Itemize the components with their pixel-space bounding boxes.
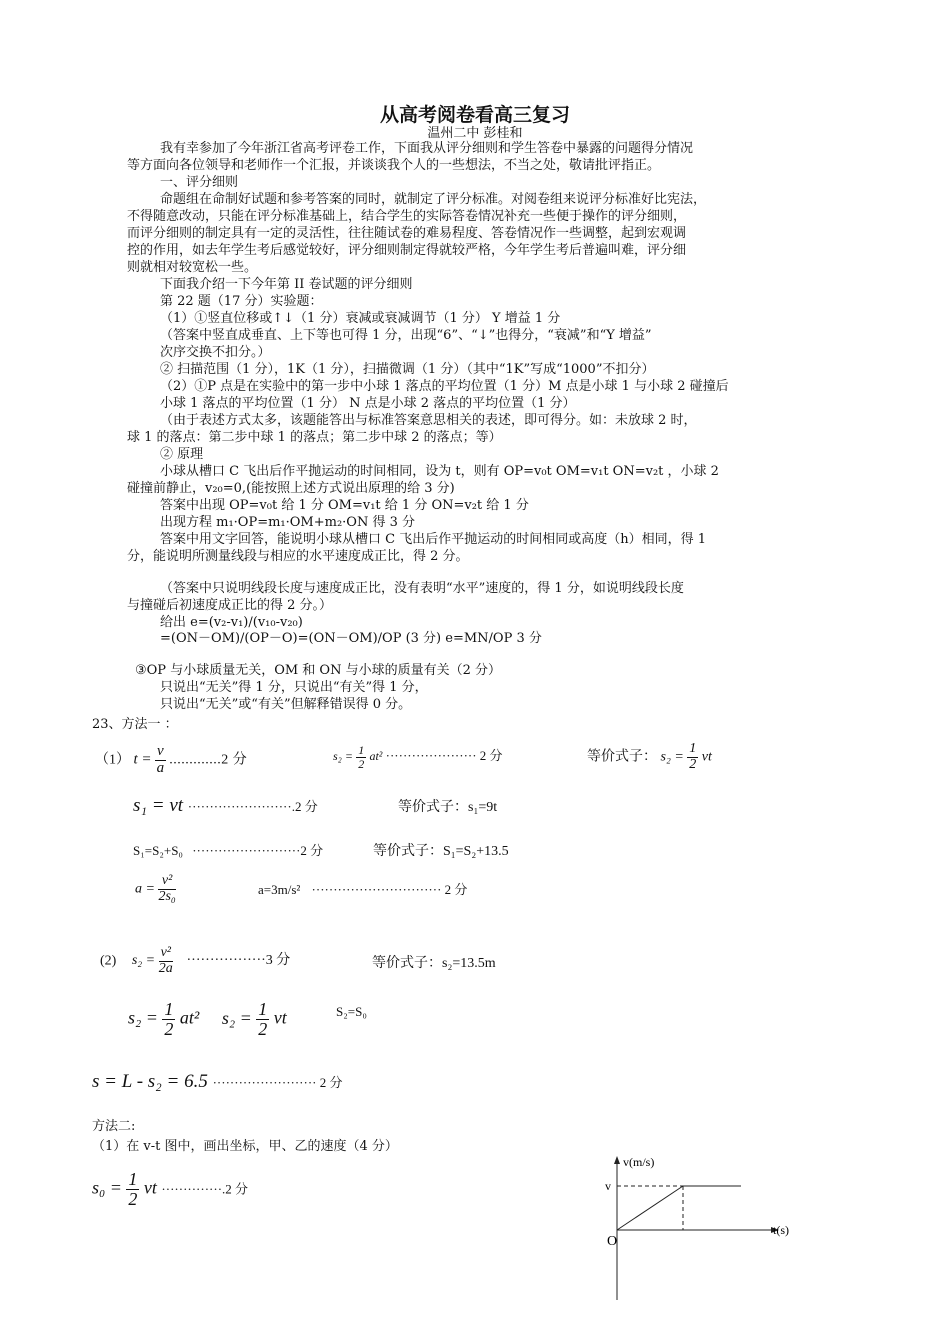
text-line: ③OP 与小球质量无关，OM 和 ON 与小球的质量有关（2 分） <box>135 663 501 678</box>
fraction: $\frac{1}{2}$ <box>358 743 365 771</box>
part-label: （1） <box>95 752 130 768</box>
text-line: 给出 e=(v₂-v₁)/(v₁₀-v₂₀) <box>160 615 303 630</box>
fraction: $\frac{v}{a}$ <box>156 743 165 776</box>
text-line: 控的作用，如去年学生考后感觉较好，评分细则制定得就较严格，今年学生考后普遍叫难，评分细 <box>127 243 687 258</box>
text-line: （2）①P 点是在实验中的第一步中小球 1 落点的平均位置（1 分）M 点是小球 1 与小球 2 碰撞后 <box>160 379 729 394</box>
score-dots: .............2 分 <box>169 752 248 768</box>
text-line: 不得随意改动，只能在评分标准基础上，结合学生的实际答卷情况补充一些便于操作的评分细则， <box>127 209 687 224</box>
v-label: v <box>605 1179 611 1193</box>
velocity-ramp <box>617 1186 683 1230</box>
score-dots: ························ 2 分 <box>212 1075 343 1090</box>
vt-graph <box>595 1150 805 1310</box>
score-dots: ··············.2 分 <box>161 1181 249 1197</box>
x-axis-label: t(s) <box>773 1223 789 1237</box>
formula-row: 等价式子： s₂ = $\frac{1}{2}$ vt <box>587 741 712 772</box>
text-line: 小球从槽口 C 飞出后作平抛运动的时间相同，设为 t，则有 OP=v₀t OM=v₁t ON=v₂t ，小球 2 <box>160 464 719 479</box>
text-line: 分，能说明所测量线段与相应的水平速度成正比，得 2 分。 <box>127 549 469 564</box>
formula: S₁=S₂+S₀ <box>133 843 183 858</box>
fraction: $\frac{1}{2}$ <box>164 999 174 1039</box>
formula: s₁ = vt <box>133 795 184 816</box>
text-line: ② 扫描范围（1 分），1K（1 分），扫描微调（1 分）（其中“1K”写成“1000”不扣分） <box>160 362 655 377</box>
formula-row <box>133 840 323 859</box>
fraction: $\frac{\text{v²}}{\text{2s₀}}$ <box>158 873 176 904</box>
text-line: 球 1 的落点：第二步中球 1 的落点；第二步中球 2 的落点；等） <box>127 430 502 445</box>
question-heading: 第 22 题（17 分）实验题： <box>160 294 323 309</box>
formula-row: s₂ = $\frac{1}{2}$ at² s₂ = $\frac{1}{2}$ vt <box>128 999 287 1039</box>
origin-label: O <box>607 1234 618 1249</box>
text-line: 只说出“无关”或“有关”但解释错误得 0 分。 <box>160 697 412 712</box>
part-label: (2) <box>100 953 117 969</box>
method-heading: 方法二: <box>92 1119 136 1134</box>
score-dots: ······························ 2 分 <box>311 882 468 897</box>
text-line: 碰撞前静止，v₂₀=0,(能按照上述方式说出原理的给 3 分) <box>127 481 455 496</box>
text-line: 我有幸参加了今年浙江省高考评卷工作，下面我从评分细则和学生答卷中暴露的问题得分情况 <box>160 141 694 156</box>
text-line: 则就相对较宽松一些。 <box>127 260 258 275</box>
text-line: 等方面向各位领导和老师作一个汇报，并谈谈我个人的一些想法，不当之处，敬请批评指正。 <box>127 158 661 173</box>
text-line: 而评分细则的制定具有一定的灵活性，往往随试卷的难易程度、答卷情况作一些调整，起到宏观调 <box>127 226 687 241</box>
formula-row: a = $\frac{\text{v²}}{\text{2s₀}}$ <box>135 873 176 904</box>
formula-row: (2) s₂ = $\frac{\text{v²}}{2a}$ ·················3 分 <box>100 945 291 976</box>
equivalent-formula: 等价式子：S₁=S₂+13.5 <box>373 844 509 859</box>
y-axis-label: v(m/s) <box>623 1155 655 1169</box>
author-line: 温州二中 彭桂和 <box>427 126 523 141</box>
text-line: （答案中只说明线段长度与速度成正比，没有表明“水平”速度的，得 1 分，如说明线段长度 <box>160 581 684 596</box>
formula-row <box>133 795 318 817</box>
text-line: 与撞碰后初速度成正比的得 2 分。） <box>127 598 333 613</box>
text-line: 命题组在命制好试题和参考答案的同时，就制定了评分标准。对阅卷组来说评分标准好比宪法， <box>160 192 707 207</box>
text-line: （由于表述方式太多，该题能答出与标准答案意思相关的表述，即可得分。如：未放球 2 时， <box>160 413 697 428</box>
text-line: （1）在 v-t 图中，画出坐标，甲、乙的速度（4 分） <box>92 1139 398 1154</box>
text-line: ② 原理 <box>160 447 204 462</box>
fraction: $\frac{1}{2}$ <box>258 999 268 1039</box>
text-line: 答案中用文字回答，能说明小球从槽口 C 飞出后作平抛运动的时间相同或高度（h）相同，得 1 <box>160 532 706 547</box>
text-line: =(ON－OM)/(OP－O)=(ON－OM)/OP (3 分) e=MN/OP 3 分 <box>160 631 542 646</box>
text-line: 只说出“无关”得 1 分，只说出“有关”得 1 分， <box>160 680 428 695</box>
equivalent-formula: 等价式子：s₁=9t <box>398 800 498 815</box>
score-dots: ····················· 2 分 <box>385 748 503 764</box>
fraction: $\frac{1}{2}$ <box>689 741 697 772</box>
formula-row <box>92 1071 343 1093</box>
fraction: $\frac{\text{v²}}{2a}$ <box>158 945 173 976</box>
section-heading: 一、评分细则 <box>160 175 239 190</box>
text-line: 次序交换不扣分。） <box>160 345 271 360</box>
score-dots: ························.2 分 <box>187 799 318 814</box>
text-line: 出现方程 m₁·OP=m₁·OM+m₂·ON 得 3 分 <box>160 515 416 530</box>
formula-row: s₀ = $\frac{1}{2}$ vt ··············.2 分 <box>92 1169 249 1209</box>
formula-row: a=3m/s² ······························ 2 分 <box>258 882 468 897</box>
formula-row <box>95 744 247 777</box>
text-line: 小球 1 落点的平均位置（1 分） N 点是小球 2 落点的平均位置（1 分） <box>160 396 576 411</box>
page-title: 从高考阅卷看高三复习 <box>379 104 570 126</box>
text-line: （答案中竖直成垂直、上下等也可得 1 分，出现“6”、“↓”也得分，“衰减”和“Y 增益” <box>160 328 652 343</box>
formula-lhs: t = <box>133 751 152 768</box>
score-dots: ·························2 分 <box>192 843 324 858</box>
text-line: （1）①竖直位移或↑↓（1 分）衰减或衰减调节（1 分） Y 增益 1 分 <box>160 311 561 326</box>
y-axis-arrow <box>614 1156 620 1164</box>
text-line: 下面我介绍一下今年第 II 卷试题的评分细则 <box>160 277 413 292</box>
score-dots: ·················3 分 <box>186 953 291 969</box>
equivalent-formula: 等价式子：s₂=13.5m <box>372 956 496 971</box>
question-heading: 23、方法一 ： <box>92 717 178 732</box>
formula: S₂=S₀ <box>336 1004 367 1019</box>
formula-row: s₂ = $\frac{1}{2}$ at² ····················· 2 分 <box>333 743 503 771</box>
fraction: $\frac{1}{2}$ <box>128 1169 138 1209</box>
formula: s = L - s₂ = 6.5 <box>92 1071 208 1092</box>
text-line: 答案中出现 OP=v₀t 给 1 分 OM=v₁t 给 1 分 ON=v₂t 给 1 分 <box>160 498 529 513</box>
